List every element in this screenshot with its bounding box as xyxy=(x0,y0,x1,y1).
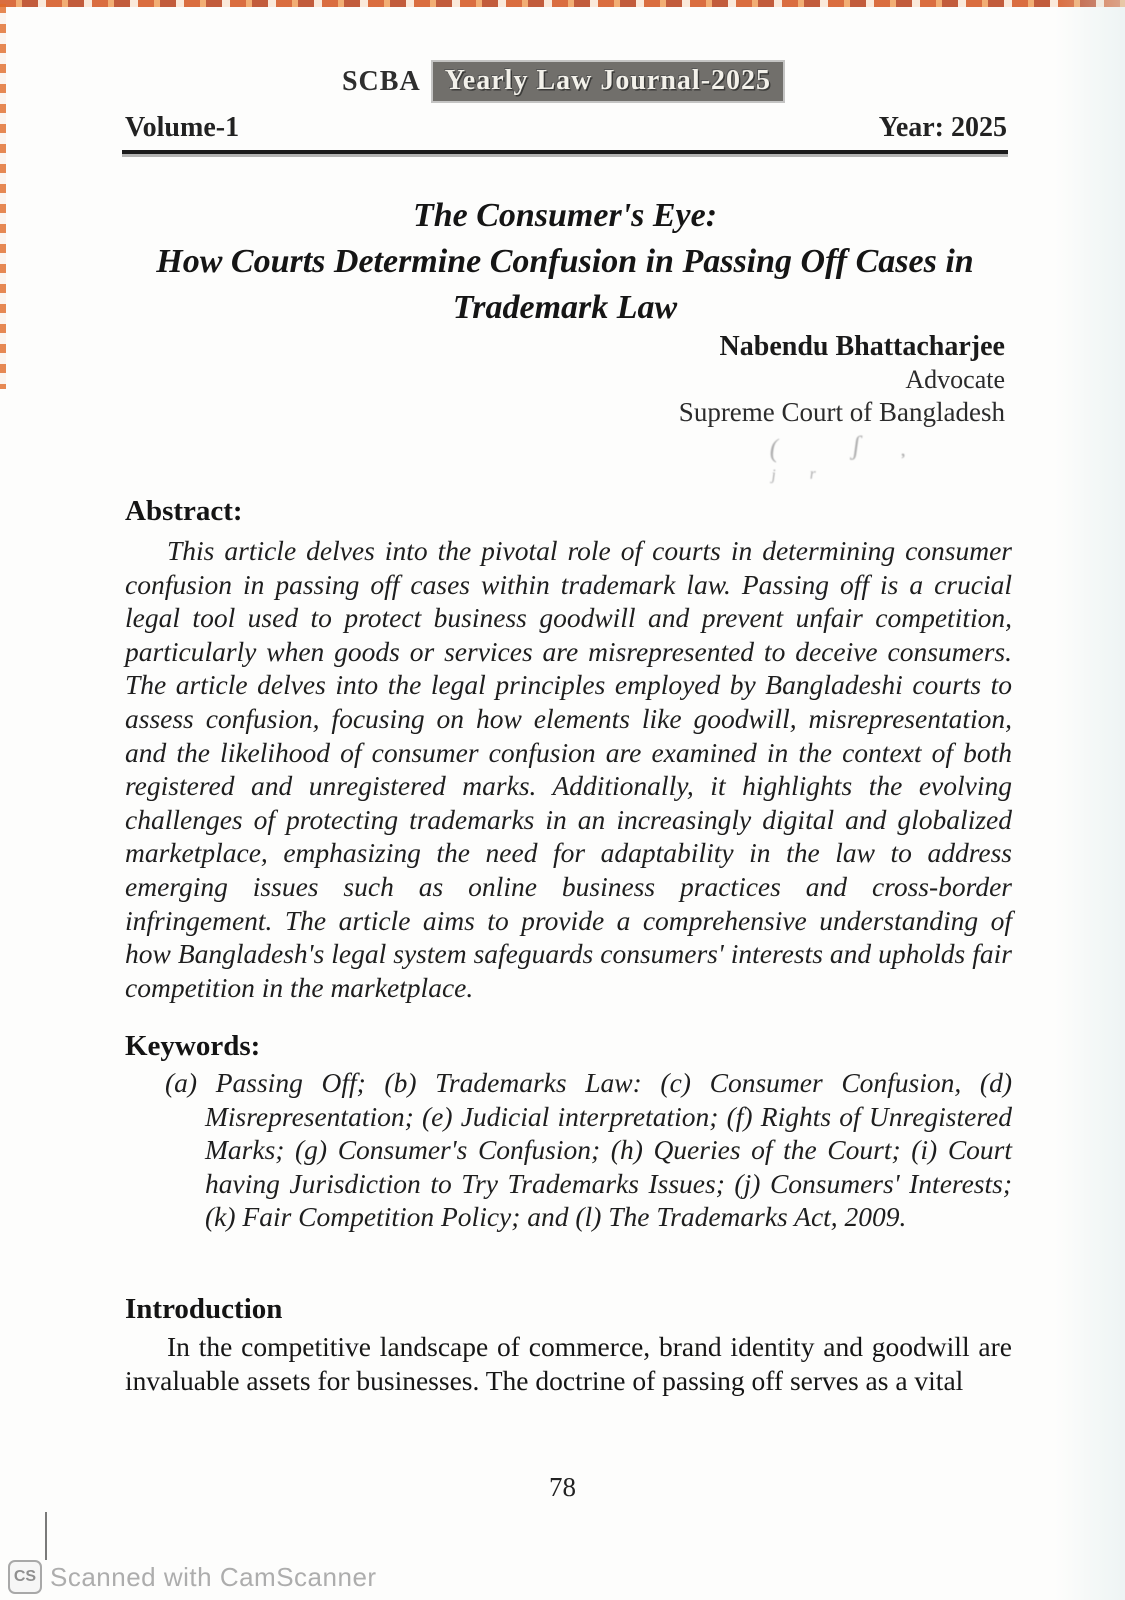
handwritten-signature-marks: ( ʃ ̦ ʲʳ xyxy=(769,428,936,494)
keywords-paragraph: (a) Passing Off; (b) Trademarks Law: (c) Consumer Confusion, (d) Misrepresentation; (e) Judicial interpretation; (f) Rights of Unregistered Marks; (g) Consumer's Confusion; (h) Queries of the Court; (i) Court having Jurisdiction to Try Trademarks Issues; (j) Consumers' Interests; (k) Fair Competition Policy; and (l) The Trademarks Act, 2009. xyxy=(165,1067,1012,1232)
volume-label: Volume-1 xyxy=(125,112,240,143)
header-divider-rule xyxy=(122,150,1008,154)
camscanner-text: Scanned with CamScanner xyxy=(50,1561,377,1592)
introduction-paragraph: In the competitive landscape of commerce, brand identity and goodwill are invaluable assets for businesses. The doctrine of passing off serves as a vital xyxy=(125,1331,1012,1396)
author-block xyxy=(125,330,1005,429)
author-affiliation: Supreme Court of Bangladesh xyxy=(678,397,1005,427)
abstract-paragraph: This article delves into the pivotal role of courts in determining consumer confusion in passing off cases within trademark law. Passing off is a crucial legal tool used to protect business goodwill and prevent unfair competition, particularly when goods or services are misrepresented to deceive consumers. The article delves into the legal principles employed by Bangladeshi courts to assess confusion, focusing on how elements like goodwill, misrepresentation, and the likelihood of consumer confusion are examined in the context of both registered and unregistered marks. Additionally, it highlights the evolving challenges of protecting trademarks in an increasingly digital and globalized marketplace, emphasizing the need for adaptability in the law to address emerging issues such as online business practices and cross-border infringement. The article aims to provide a comprehensive understanding of how Bangladesh's legal system safeguards consumers' interests and upholds fair competition in the marketplace. xyxy=(125,535,1012,1003)
article-title-line2: How Courts Determine Confusion in Passing Off Cases in xyxy=(156,243,974,280)
introduction-heading: Introduction xyxy=(125,1293,283,1325)
stray-pen-mark xyxy=(45,1512,47,1560)
journal-title-badge: Yearly Law Journal-2025 xyxy=(433,62,783,101)
camscanner-icon: CS xyxy=(8,1560,42,1594)
author-name: Nabendu Bhattacharjee xyxy=(719,331,1005,362)
abstract-heading: Abstract: xyxy=(125,495,243,527)
journal-abbreviation: SCBA xyxy=(341,65,421,97)
article-title xyxy=(120,193,1010,331)
camscanner-watermark xyxy=(8,1560,377,1594)
journal-masthead xyxy=(0,62,1125,101)
page-number: 78 xyxy=(549,1472,576,1502)
scan-torn-edge-top xyxy=(0,0,1125,7)
volume-year-row xyxy=(125,112,1007,144)
keywords-heading: Keywords: xyxy=(125,1030,261,1062)
scan-shadow-right xyxy=(1055,0,1125,1600)
year-label: Year: 2025 xyxy=(878,112,1007,143)
article-title-line3: Trademark Law xyxy=(452,289,678,326)
article-title-line1: The Consumer's Eye: xyxy=(412,197,718,234)
author-role: Advocate xyxy=(905,365,1005,394)
